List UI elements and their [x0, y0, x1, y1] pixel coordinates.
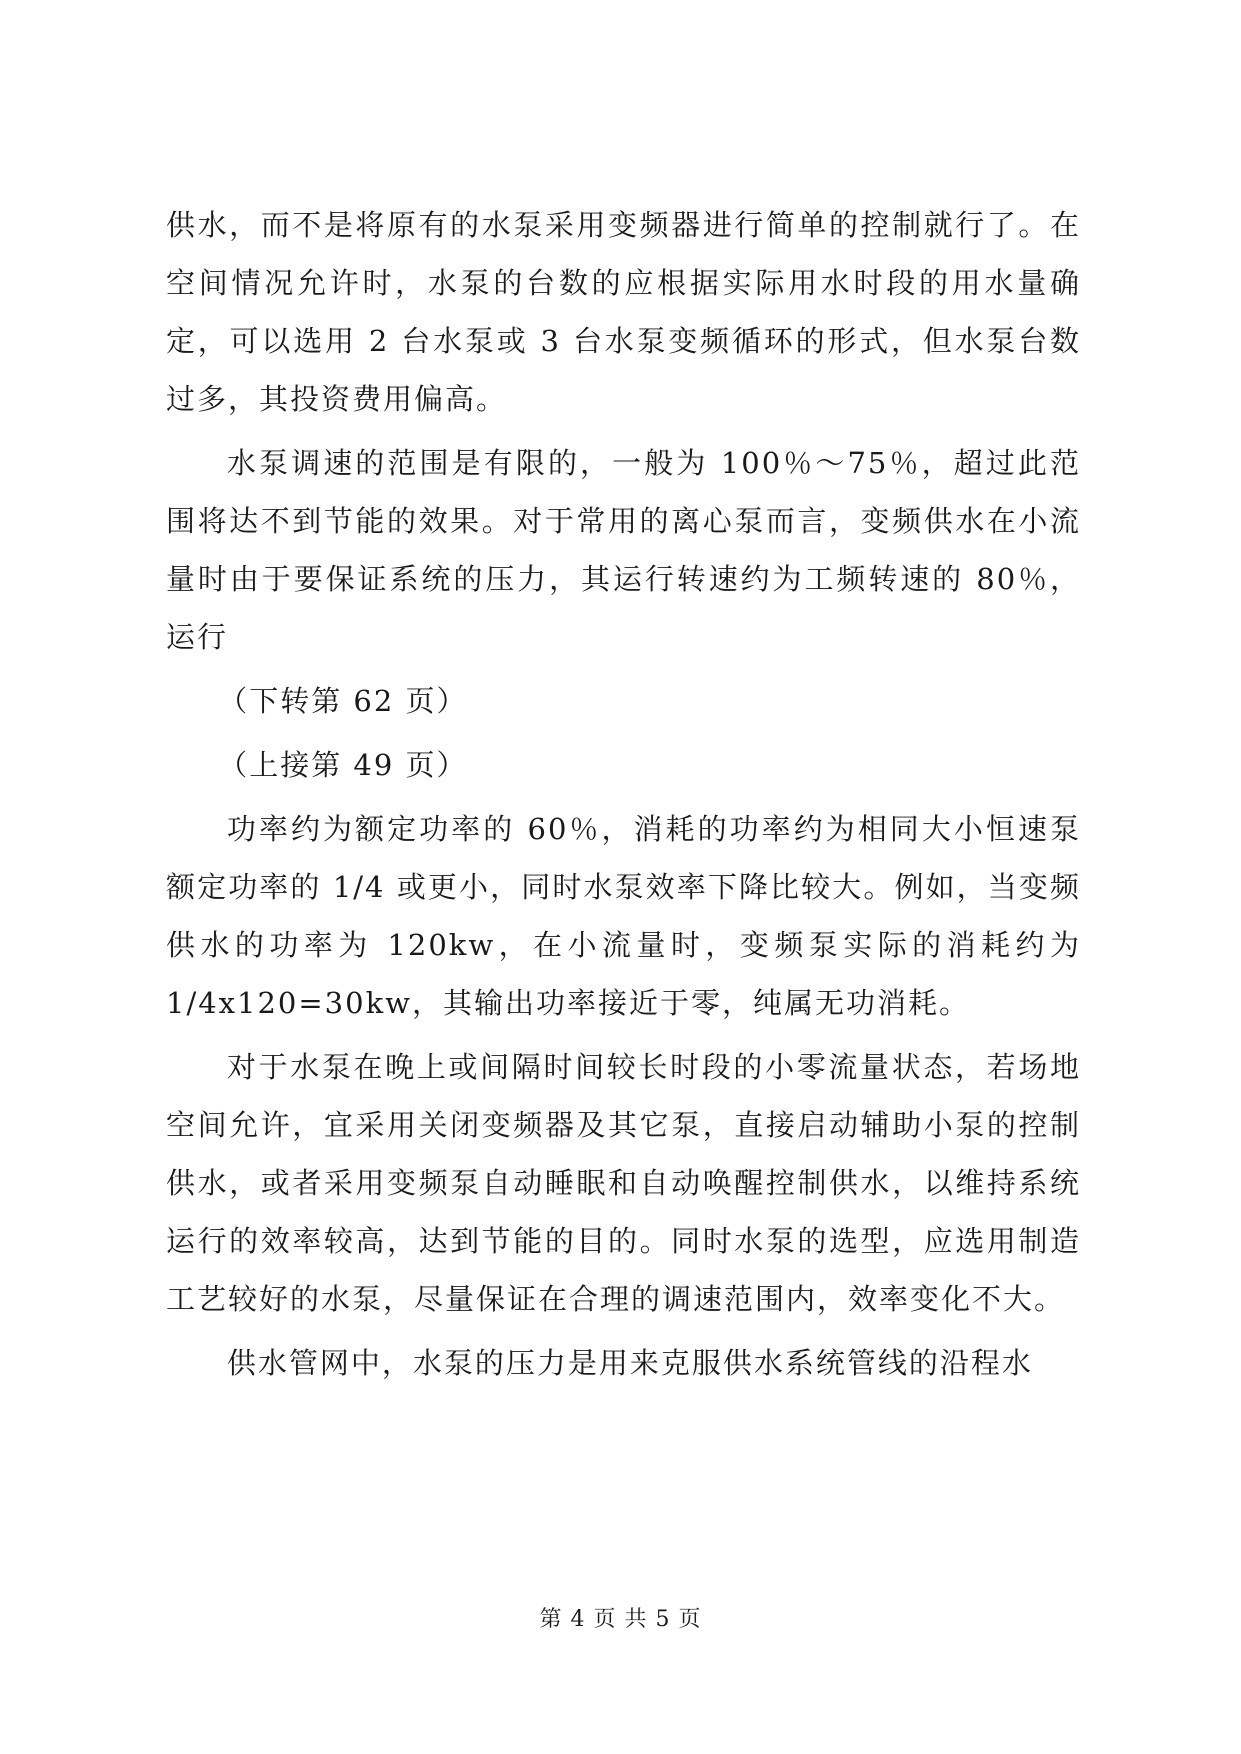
page-footer: 第 4 页 共 5 页	[539, 1607, 702, 1632]
page-jump-note-next: （下转第 62 页）	[218, 684, 468, 718]
paragraph-speed-range: 水泵调速的范围是有限的，一般为 100％～75％，超过此范围将达不到节能的效果。对于常用的离心泵而言，变频供水在小流量时由于要保证系统的压力，其运行转速约为工频转速的 80％，运行	[166, 446, 1081, 654]
paragraph-pipe-network: 供水管网中，水泵的压力是用来克服供水系统管线的沿程水	[226, 1346, 1033, 1380]
page-jump-note-prev: （上接第 49 页）	[218, 748, 468, 782]
paragraph-continuation: 供水，而不是将原有的水泵采用变频器进行简单的控制就行了。在空间情况允许时，水泵的台数的应根据实际用水时段的用水量确定，可以选用 2 台水泵或 3 台水泵变频循环的形式，但水泵台数过多，其投资费用偏高。	[166, 208, 1081, 416]
body-text	[166, 196, 1081, 1398]
paragraph-low-flow-control: 对于水泵在晚上或间隔时间较长时段的小零流量状态，若场地空间允许，宜采用关闭变频器及其它泵，直接启动辅助小泵的控制供水，或者采用变频泵自动睡眠和自动唤醒控制供水，以维持系统运行的效率较高，达到节能的目的。同时水泵的选型，应选用制造工艺较好的水泵，尽量保证在合理的调速范围内，效率变化不大。	[166, 1050, 1081, 1316]
paragraph-power-consumption: 功率约为额定功率的 60％，消耗的功率约为相同大小恒速泵额定功率的 1/4 或更小，同时水泵效率下降比较大。例如，当变频供水的功率为 120kw，在小流量时，变频泵实际的消耗约为 1/4x120=30kw，其输出功率接近于零，纯属无功消耗。	[166, 812, 1081, 1020]
